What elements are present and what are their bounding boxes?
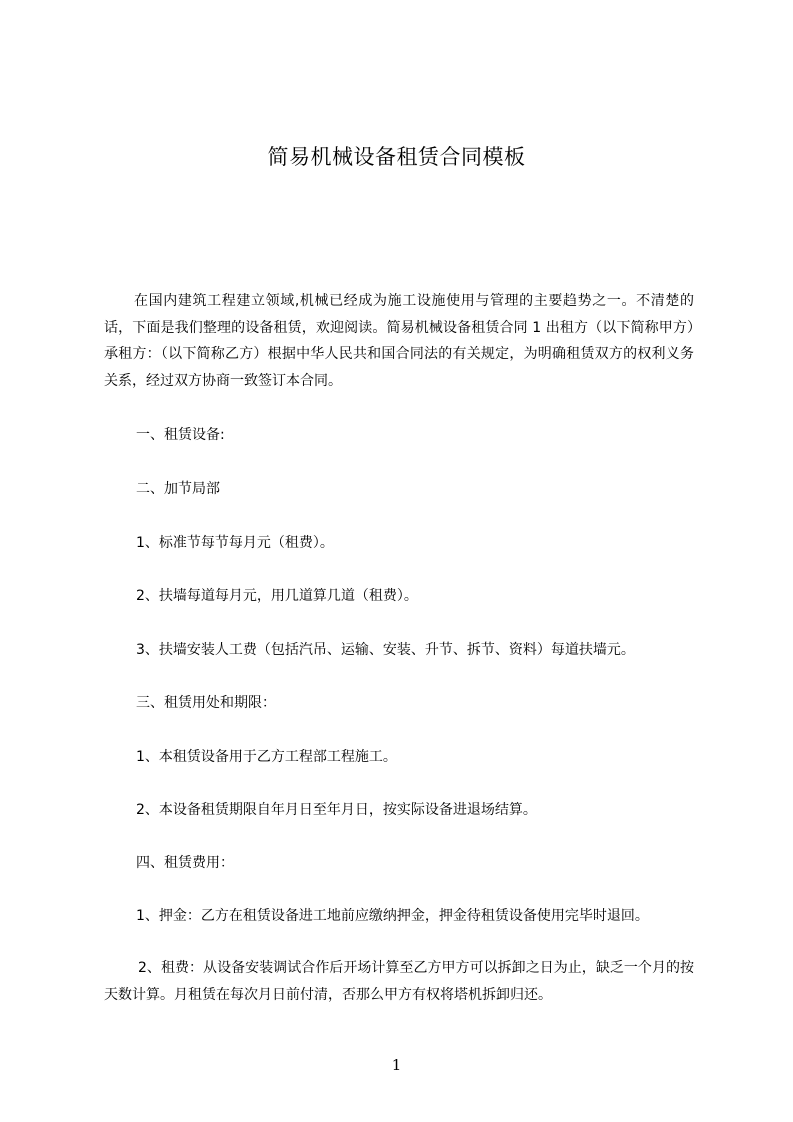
section-heading-additional-parts: 二、加节局部 <box>136 481 220 497</box>
document-title: 简易机械设备租赁合同模板 <box>267 145 526 169</box>
page-number: 1 <box>391 1056 402 1074</box>
clause-wall-brace: 2、扶墙每道每月元，用几道算几道（租费）。 <box>136 588 418 604</box>
section-heading-fees: 四、租赁费用： <box>136 855 234 871</box>
section-heading-purpose-term: 三、租赁用处和期限： <box>136 695 276 711</box>
intro-paragraph: 在国内建筑工程建立领域,机械已经成为施工设施使用与管理的主要趋势之一。不清楚的话，下面是我们整理的设备租赁，欢迎阅读。简易机械设备租赁合同 1 出租方（以下简称甲方）承租方：（以下简称乙方）根据中华人民共和国合同法的有关规定，为明确租赁双方的权利义务关系，经过双方协商一致签订本合同。 <box>104 293 694 389</box>
clause-rent: 2、租费：从设备安装调试合作后开场计算至乙方甲方可以拆卸之日为止，缺乏一个月的按天数计算。月租赁在每次月日前付清，否那么甲方有权将塔机拆卸归还。 <box>104 960 694 1003</box>
clause-standard-section: 1、标准节每节每月元（租费）。 <box>136 535 334 551</box>
clause-installation-labor: 3、扶墙安装人工费（包括汽吊、运输、安装、升节、拆节、资料）每道扶墙元。 <box>136 642 635 658</box>
clause-term: 2、本设备租赁期限自年月日至年月日，按实际设备进退场结算。 <box>136 802 537 818</box>
section-heading-equipment: 一、租赁设备: <box>136 427 225 443</box>
clause-usage: 1、本租赁设备用于乙方工程部工程施工。 <box>136 749 397 765</box>
clause-deposit: 1、押金：乙方在租赁设备进工地前应缴纳押金，押金待租赁设备使用完毕时退回。 <box>136 908 649 924</box>
